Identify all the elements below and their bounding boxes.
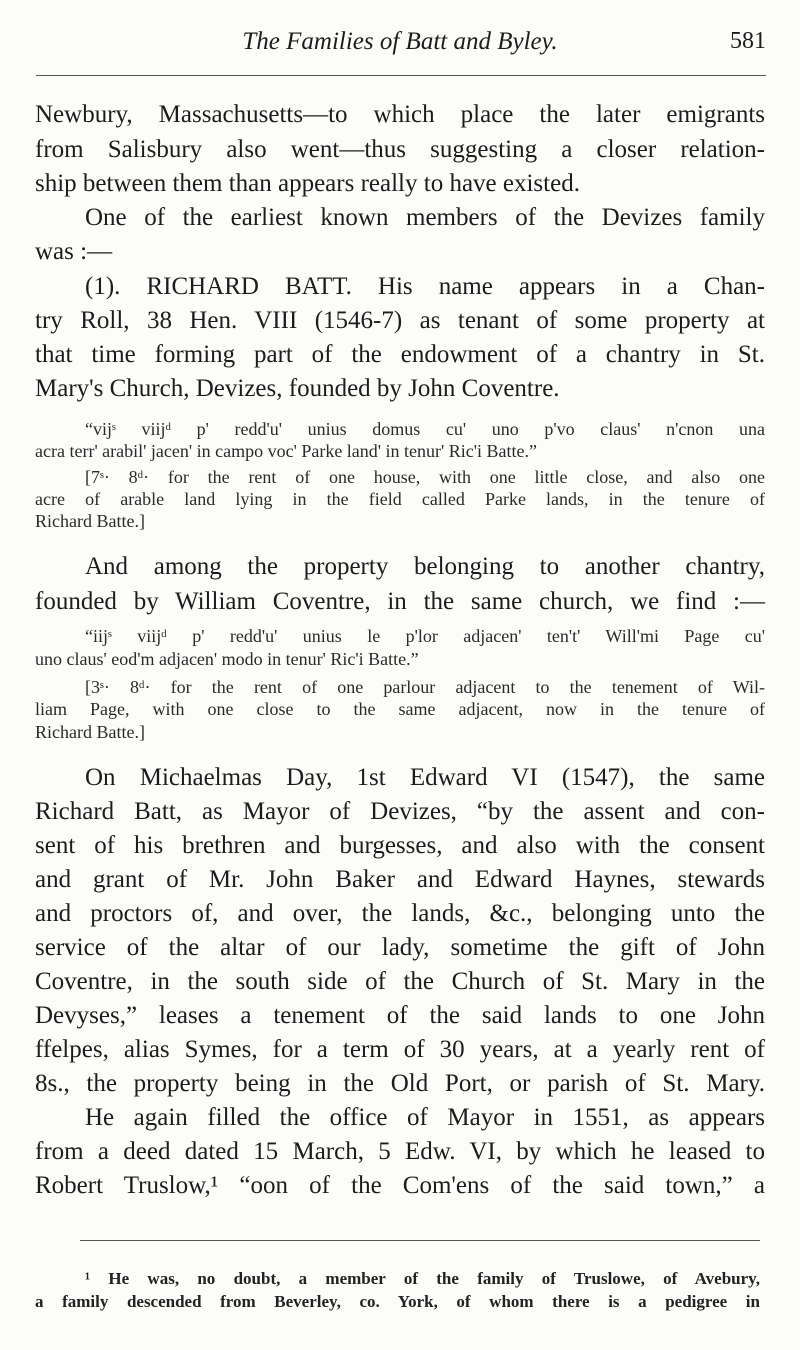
text-line: sent of his brethren and burgesses, and also with the consent [35,832,765,859]
quotation-line: acre of arable land lying in the field called Parke lands, in the tenure of [35,489,765,509]
text-line: from Salisbury also went—thus suggesting a closer relation- [35,136,765,163]
text-line: was :— [35,238,113,265]
text-line: (1). RICHARD BATT. His name appears in a Chan- [85,273,765,300]
quotation-line: [7ˢ· 8ᵈ· for the rent of one house, with one little close, and also one [85,467,765,487]
text-line: Mary's Church, Devizes, founded by John Coventre. [35,375,560,402]
running-title: The Families of Batt and Byley. [242,28,558,55]
text-line: One of the earliest known members of the Devizes family [85,204,765,231]
text-line: that time forming part of the endowment of a chantry in St. [35,341,765,368]
text-line: and grant of Mr. John Baker and Edward Haynes, stewards [35,866,765,893]
text-line: And among the property belonging to another chantry, [85,553,765,580]
text-line: Devyses,” leases a tenement of the said lands to one John [35,1002,765,1029]
text-line: ship between them than appears really to have existed. [35,170,580,197]
text-line: service of the altar of our lady, sometime the gift of John [35,934,765,961]
text-line: Coventre, in the south side of the Church of St. Mary in the [35,968,765,995]
text-line: 8s., the property being in the Old Port, or parish of St. Mary. [35,1070,765,1097]
text-line: and proctors of, and over, the lands, &c., belonging unto the [35,900,765,927]
text-line: Newbury, Massachusetts—to which place the later emigrants [35,101,765,128]
text-line: Richard Batt, as Mayor of Devizes, “by the assent and con- [35,798,765,825]
quotation-line: [3ˢ· 8ᵈ· for the rent of one parlour adjacent to the tenement of Wil- [85,677,765,697]
footnote-rule [80,1240,760,1241]
header-rule [36,75,766,76]
quotation-line: Richard Batte.] [35,722,145,742]
quotation-line: “vijˢ viijᵈ p' redd'u' unius domus cu' uno p'vo claus' n'cnon una [85,419,765,439]
footnote-line: ¹ He was, no doubt, a member of the family of Truslowe, of Avebury, [85,1269,760,1288]
text-line: from a deed dated 15 March, 5 Edw. VI, by which he leased to [35,1138,765,1165]
quotation-line: uno claus' eod'm adjacen' modo in tenur' Ric'i Batte.” [35,649,419,669]
quotation-line: Richard Batte.] [35,511,145,531]
text-line: On Michaelmas Day, 1st Edward VI (1547), the same [85,764,765,791]
quotation-line: acra terr' arabil' jacen' in campo voc' Parke land' in tenur' Ric'i Batte.” [35,441,537,461]
text-line: ffelpes, alias Symes, for a term of 30 years, at a yearly rent of [35,1036,765,1063]
text-line: He again filled the office of Mayor in 1551, as appears [85,1104,765,1131]
page-number: 581 [730,28,766,54]
text-line: Robert Truslow,¹ “oon of the Com'ens of the said town,” a [35,1172,765,1199]
text-line: founded by William Coventre, in the same church, we find :— [35,588,765,615]
footnote-line: a family descended from Beverley, co. York, of whom there is a pedigree in [35,1292,760,1311]
quotation-line: “iijˢ viijᵈ p' redd'u' unius le p'lor adjacen' ten't' Will'mi Page cu' [85,626,765,646]
quotation-line: liam Page, with one close to the same adjacent, now in the tenure of [35,699,765,719]
text-line: try Roll, 38 Hen. VIII (1546-7) as tenant of some property at [35,307,765,334]
